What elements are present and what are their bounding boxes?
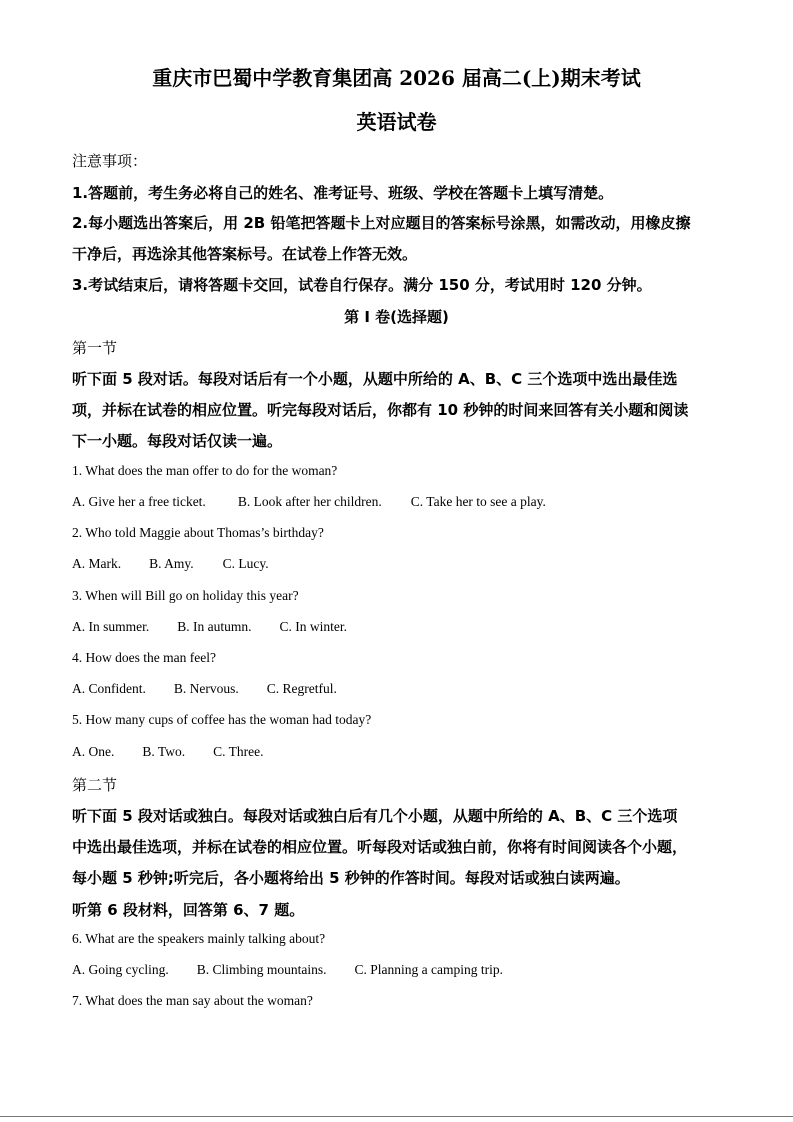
option-c: C. In winter. xyxy=(279,619,347,634)
page-bottom-divider xyxy=(0,1116,793,1117)
section-1-heading: 第一节 xyxy=(72,339,118,357)
question-6-options xyxy=(72,962,503,978)
notice-item-2-line-1: 2.每小题选出答案后，用 2B 铅笔把答题卡上对应题目的答案标号涂黑，如需改动，用橡皮擦 xyxy=(72,214,691,232)
notice-item-2-line-2: 干净后，再选涂其他答案标号。在试卷上作答无效。 xyxy=(72,245,418,263)
section-1-instruction-line-2: 项，并标在试卷的相应位置。听完每段对话后，你都有 10 秒钟的时间来回答有关小题和阅读 xyxy=(72,401,689,419)
notice-item-3: 3.考试结束后，请将答题卡交回，试卷自行保存。满分 150 分，考试用时 120 分钟。 xyxy=(72,276,652,294)
question-3: 3. When will Bill go on holiday this year? xyxy=(72,588,299,603)
question-4-options xyxy=(72,681,337,697)
option-b: B. In autumn. xyxy=(177,619,252,634)
exam-subtitle: 英语试卷 xyxy=(356,110,437,134)
section-2-heading: 第二节 xyxy=(72,776,118,794)
section-2-instruction-line-2: 中选出最佳选项，并标在试卷的相应位置。听每段对话或独白前，你将有时间阅读各个小题， xyxy=(72,838,688,856)
notice-heading: 注意事项： xyxy=(72,152,148,170)
option-c: C. Lucy. xyxy=(222,556,269,571)
option-b: B. Look after her children. xyxy=(237,494,382,509)
question-2: 2. Who told Maggie about Thomas’s birthday? xyxy=(72,525,324,540)
section-2-instruction-line-1: 听下面 5 段对话或独白。每段对话或独白后有几个小题，从题中所给的 A、B、C 三个选项 xyxy=(72,807,678,825)
question-1: 1. What does the man offer to do for the woman? xyxy=(72,463,338,478)
option-b: B. Climbing mountains. xyxy=(196,962,327,977)
option-a: A. Mark. xyxy=(72,556,122,571)
option-b: B. Two. xyxy=(142,744,186,759)
section-1-instruction-line-3: 下一小题。每段对话仅读一遍。 xyxy=(72,432,283,450)
option-a: A. Going cycling. xyxy=(72,962,169,977)
question-3-options xyxy=(72,619,347,635)
option-c: C. Planning a camping trip. xyxy=(354,962,503,977)
notice-item-1: 1.答题前，考生务必将自己的姓名、准考证号、班级、学校在答题卡上填写清楚。 xyxy=(72,184,614,202)
question-7: 7. What does the man say about the woman? xyxy=(72,993,313,1008)
exam-title: 重庆市巴蜀中学教育集团高 2026 届高二(上)期末考试 xyxy=(152,66,641,90)
option-b: B. Amy. xyxy=(149,556,194,571)
option-c: C. Regretful. xyxy=(266,681,337,696)
section-1-instruction-line-1: 听下面 5 段对话。每段对话后有一个小题，从题中所给的 A、B、C 三个选项中选出最佳选 xyxy=(72,370,678,388)
volume-title: 第 I 卷(选择题) xyxy=(344,308,449,326)
question-4: 4. How does the man feel? xyxy=(72,650,216,665)
option-c: C. Take her to see a play. xyxy=(410,494,546,509)
option-b: B. Nervous. xyxy=(173,681,239,696)
option-a: A. Give her a free ticket. xyxy=(72,494,206,509)
question-2-options xyxy=(72,556,269,572)
section-2-instruction-line-3: 每小题 5 秒钟;听完后，各小题将给出 5 秒钟的作答时间。每段对话或独白读两遍。 xyxy=(72,869,630,887)
option-a: A. In summer. xyxy=(72,619,150,634)
question-1-options xyxy=(72,494,546,510)
material-6-instruction: 听第 6 段材料，回答第 6、7 题。 xyxy=(72,901,305,919)
option-a: A. Confident. xyxy=(72,681,146,696)
question-6: 6. What are the speakers mainly talking about? xyxy=(72,931,326,946)
question-5: 5. How many cups of coffee has the woman had today? xyxy=(72,712,372,727)
option-a: A. One. xyxy=(72,744,115,759)
question-5-options xyxy=(72,744,263,760)
option-c: C. Three. xyxy=(213,744,264,759)
